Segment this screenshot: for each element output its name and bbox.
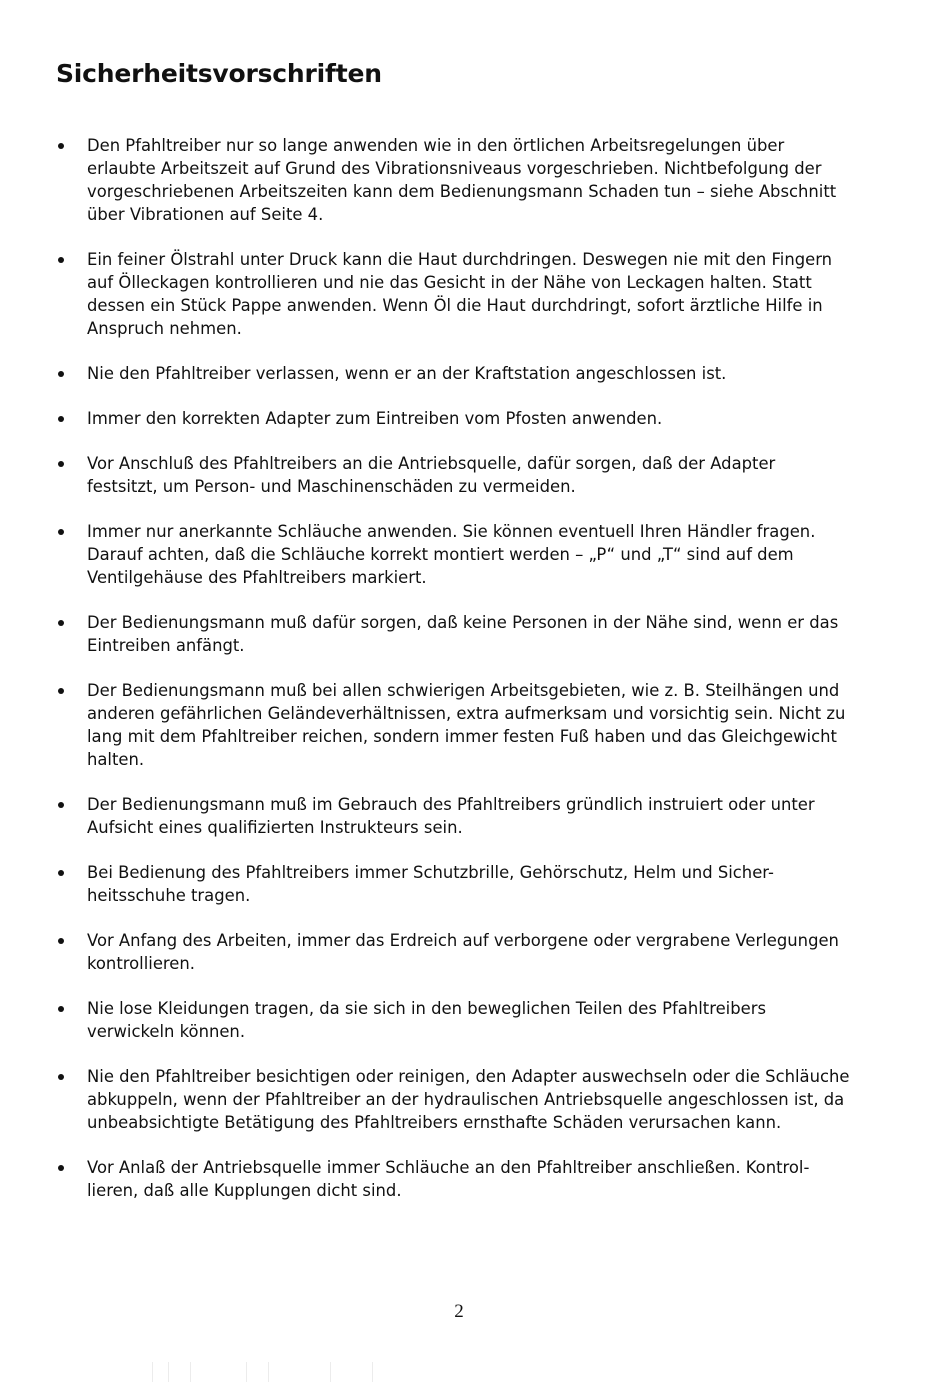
rule-text: Immer nur anerkannte Schläuche anwenden. Sie können eventuell Ihren Händler fragen. Darauf achten, daß die Schläuche korrekt montiert werden – „P“ und „T“ sind auf dem Ventilgehäuse des Pfahltreibers markiert.: [87, 522, 816, 587]
rule-text: Vor Anschluß des Pfahltreibers an die Antriebsquelle, dafür sorgen, daß der Adapter festsitzt, um Person- und Maschinenschäden zu vermeiden.: [87, 454, 776, 496]
rule-text: Ein feiner Ölstrahl unter Druck kann die Haut durchdringen. Deswegen nie mit den Fingern auf Ölleckagen kontrollieren und nie das Gesicht in der Nähe von Leckagen halten. Statt dessen ein Stück Pappe anwenden. Wenn Öl die Haut durchdringt, sofort ärztliche Hilfe in Anspruch nehmen.: [87, 250, 833, 338]
bullet-icon: [58, 870, 64, 876]
bullet-icon: [58, 416, 64, 422]
list-item: [56, 679, 876, 771]
rule-text: Vor Anlaß der Antriebsquelle immer Schläuche an den Pfahltreiber anschließen. Kontrol- lieren, daß alle Kupplungen dicht sind.: [87, 1158, 810, 1200]
list-item: [56, 1156, 876, 1202]
bullet-icon: [58, 257, 64, 263]
list-item: [56, 1065, 876, 1134]
list-item: [56, 407, 876, 430]
bullet-icon: [58, 371, 64, 377]
rule-text: Vor Anfang des Arbeiten, immer das Erdreich auf verborgene oder vergrabene Verlegungen kontrollieren.: [87, 931, 839, 973]
page-number: 2: [454, 1301, 464, 1322]
bullet-icon: [58, 529, 64, 535]
rule-text: Den Pfahltreiber nur so lange anwenden wie in den örtlichen Arbeitsregelungen über erlaubte Arbeitszeit auf Grund des Vibrationsniveaus vorgeschrieben. Nichtbefolgung der vorgeschriebenen Arbeitszeiten kann dem Bedienungsmann Schaden tun – siehe Abschnitt über Vibrationen auf Seite 4.: [87, 136, 837, 224]
rule-text: Nie lose Kleidungen tragen, da sie sich in den beweglichen Teilen des Pfahltreibers verwickeln können.: [87, 999, 766, 1041]
list-item: [56, 248, 876, 340]
rule-text: Der Bedienungsmann muß bei allen schwierigen Arbeitsgebieten, wie z. B. Steilhängen und anderen gefährlichen Geländeverhältnissen, extra aufmerksam und vorsichtig sein. Nicht zu lang mit dem Pfahltreiber reichen, sondern immer festen Fuß haben und das Gleichgewicht halten.: [87, 681, 846, 769]
rule-text: Bei Bedienung des Pfahltreibers immer Schutzbrille, Gehörschutz, Helm und Sicher- heitsschuhe tragen.: [87, 863, 774, 905]
list-item: [56, 452, 876, 498]
list-item: [56, 793, 876, 839]
list-item: [56, 997, 876, 1043]
rule-text: Nie den Pfahltreiber besichtigen oder reinigen, den Adapter auswechseln oder die Schläuche abkuppeln, wenn der Pfahltreiber an der hydraulischen Antriebsquelle angeschlossen ist, da unbeabsichtigte Betätigung des Pfahltreibers ernsthafte Schäden verursachen kann.: [87, 1067, 850, 1132]
list-item: [56, 134, 876, 226]
rule-text: Nie den Pfahltreiber verlassen, wenn er an der Kraftstation angeschlossen ist.: [87, 364, 727, 383]
list-item: [56, 929, 876, 975]
bullet-icon: [58, 620, 64, 626]
rule-text: Immer den korrekten Adapter zum Eintreiben vom Pfosten anwenden.: [87, 409, 663, 428]
scan-artifact-strip: [0, 1360, 950, 1385]
rule-text: Der Bedienungsmann muß dafür sorgen, daß keine Personen in der Nähe sind, wenn er das Eintreiben anfängt.: [87, 613, 839, 655]
bullet-icon: [58, 938, 64, 944]
rule-text: Der Bedienungsmann muß im Gebrauch des Pfahltreibers gründlich instruiert oder unter Aufsicht eines qualifizierten Instrukteurs sein.: [87, 795, 815, 837]
bullet-icon: [58, 143, 64, 149]
list-item: [56, 861, 876, 907]
bullet-icon: [58, 802, 64, 808]
list-item: [56, 520, 876, 589]
bullet-icon: [58, 1006, 64, 1012]
bullet-icon: [58, 461, 64, 467]
bullet-icon: [58, 1074, 64, 1080]
safety-rules-list: [56, 134, 876, 1224]
list-item: [56, 362, 876, 385]
bullet-icon: [58, 688, 64, 694]
page-title: Sicherheitsvorschriften: [56, 59, 382, 88]
list-item: [56, 611, 876, 657]
bullet-icon: [58, 1165, 64, 1171]
